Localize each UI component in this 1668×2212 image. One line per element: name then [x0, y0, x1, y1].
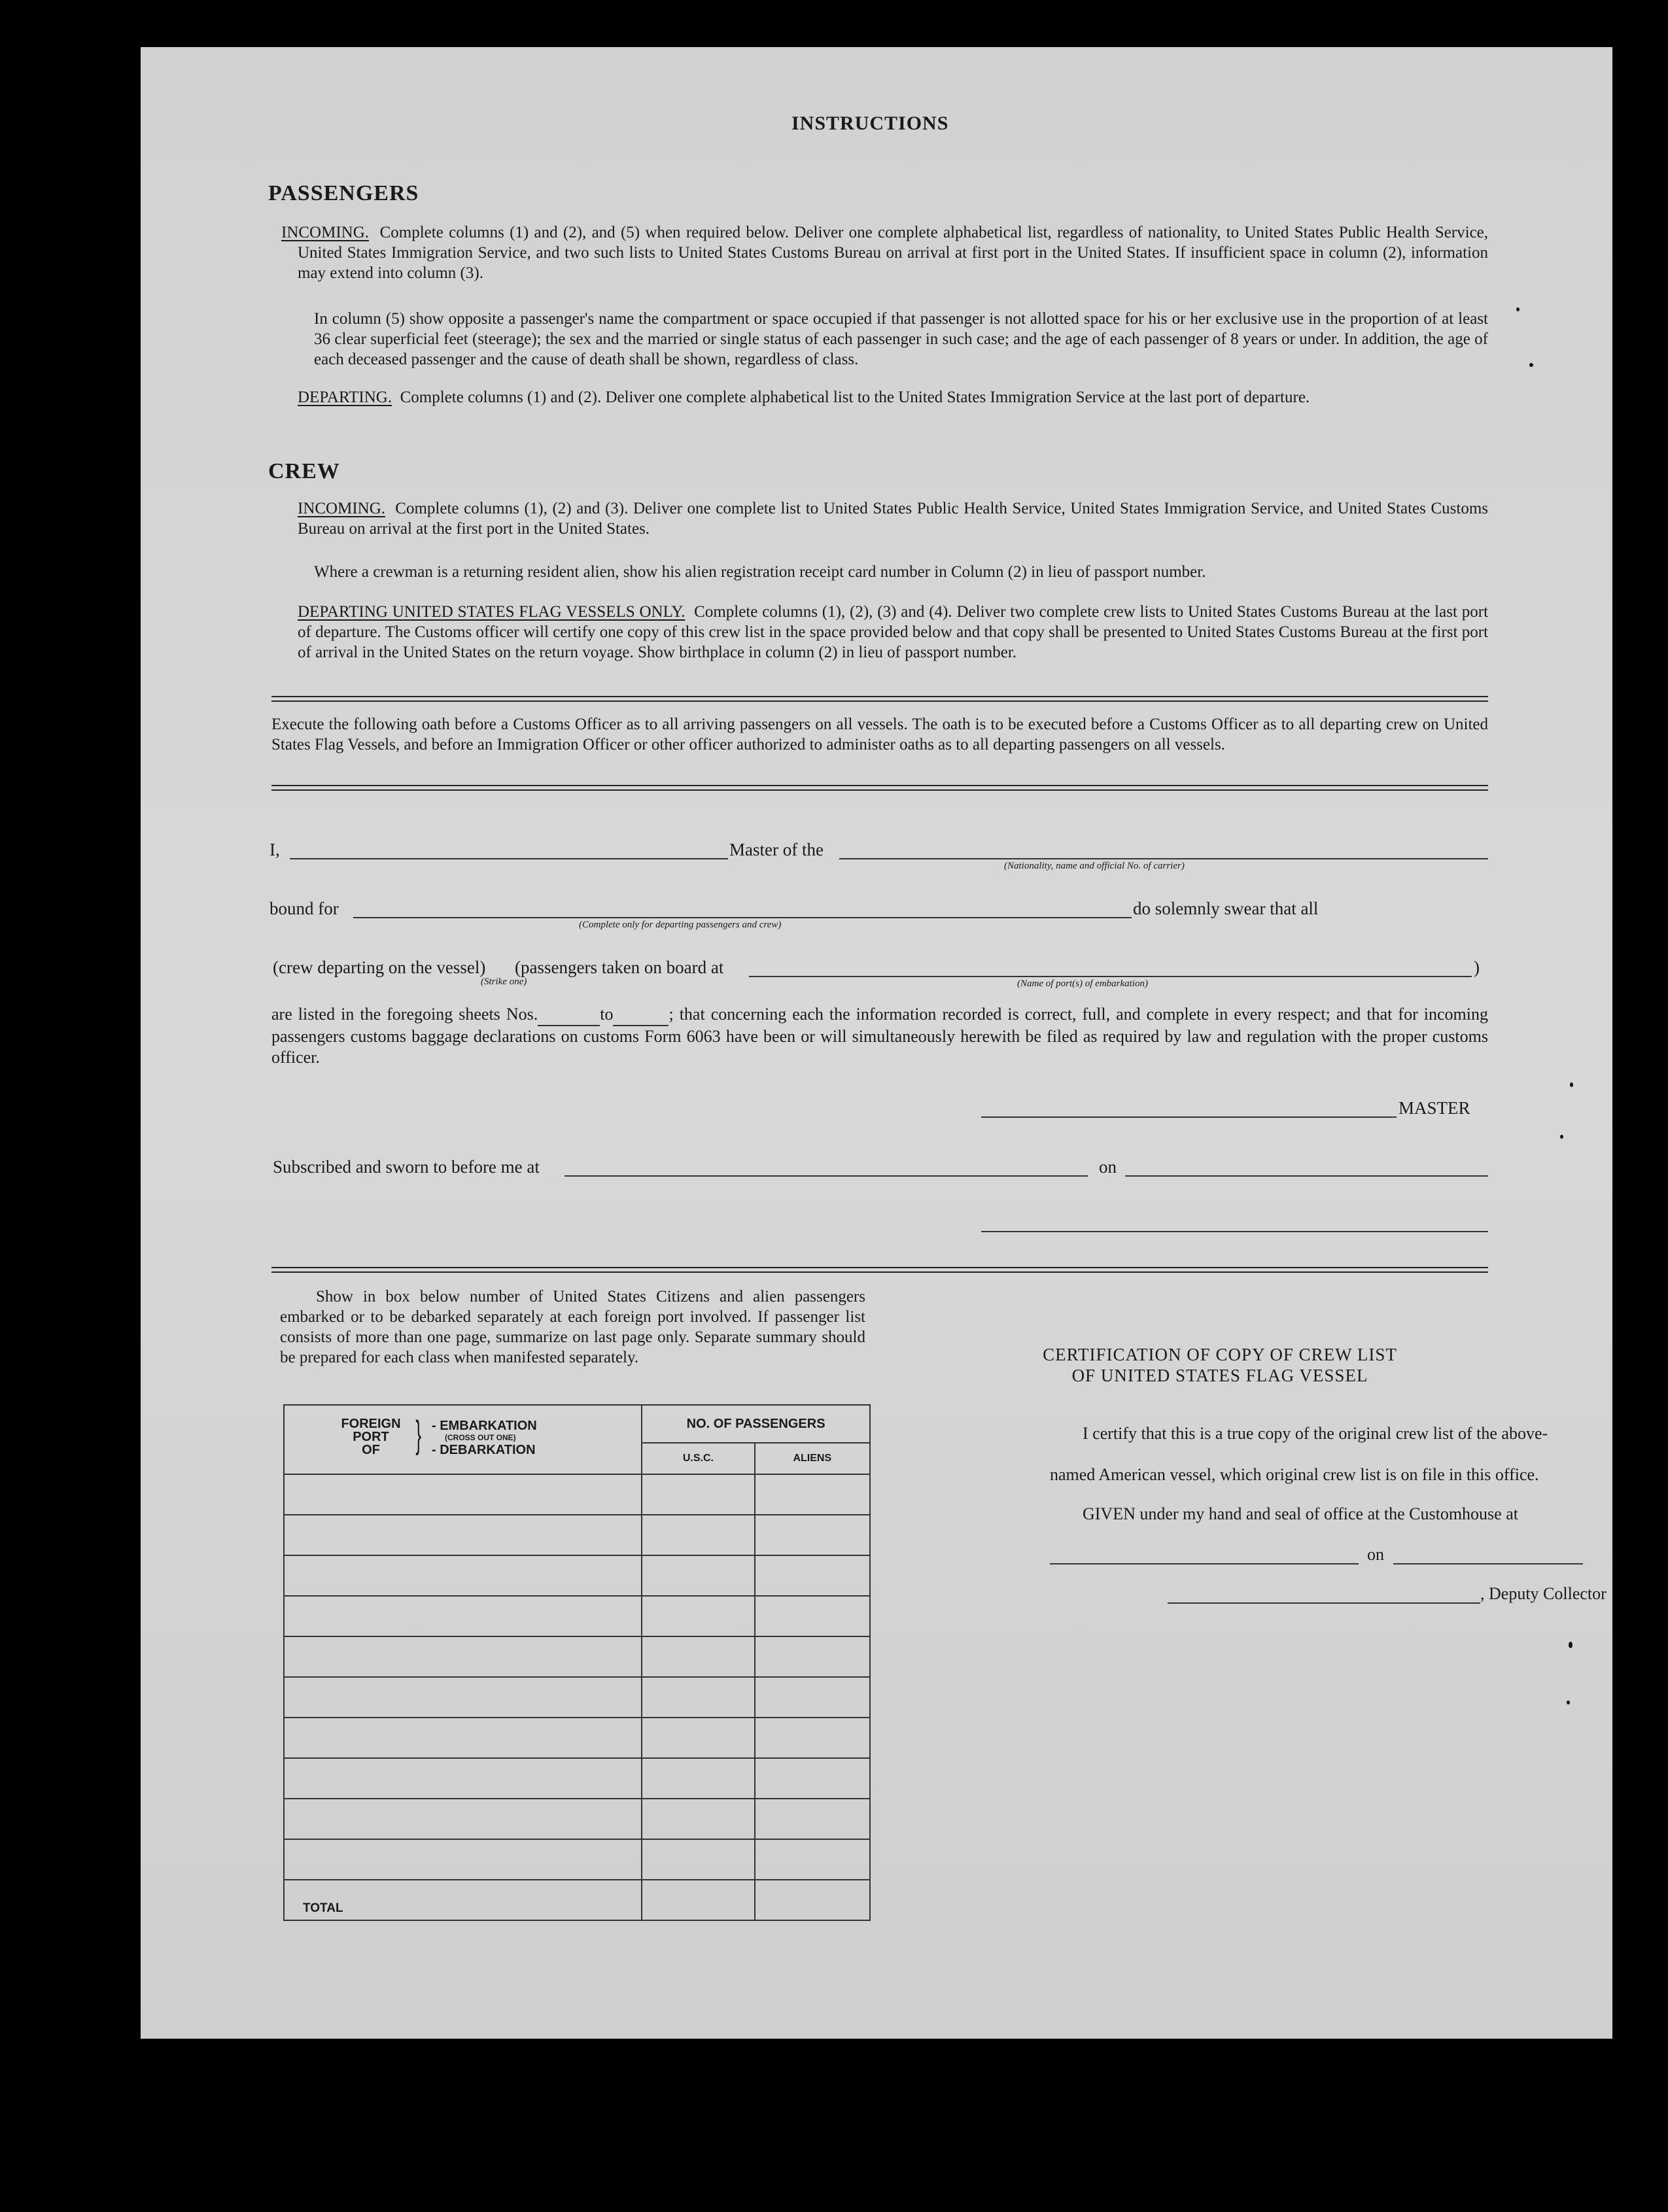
- usc-cell[interactable]: [642, 1677, 754, 1718]
- passengers-column5-text: In column (5) show opposite a passenger's name the compartment or space occupied if that passenger is not allotted space for his or her exclusive use in the proportion of at least 36 clear superficial feet (steerage); the sex and the married or single status of each passenger in such case; and the age of each passenger of 8 years or under. In addition, the age of each deceased passenger and the cause of death shall be shown, regardless of class.: [314, 310, 1488, 368]
- scan-speck: [1529, 363, 1533, 367]
- usc-cell[interactable]: [642, 1636, 754, 1677]
- scan-speck: [1516, 307, 1520, 311]
- table-row: [284, 1677, 870, 1718]
- table-row: [284, 1758, 870, 1799]
- aliens-cell[interactable]: [755, 1677, 870, 1718]
- usc-cell[interactable]: [642, 1799, 754, 1839]
- passengers-departing-text: Complete columns (1) and (2). Deliver one complete alphabetical list to the United States Immigration Service at the last port of departure.: [400, 389, 1310, 406]
- divider-rule: [271, 785, 1488, 786]
- oath-i-label: I,: [269, 840, 280, 859]
- port-cell[interactable]: [284, 1839, 642, 1880]
- aliens-header: ALIENS: [755, 1443, 870, 1474]
- master-of-the-label: Master of the: [729, 840, 824, 859]
- of-label: OF: [362, 1443, 380, 1457]
- scan-speck: [1570, 1082, 1573, 1087]
- certify-line1: I certify that this is a true copy of the original crew list of the above-: [1083, 1424, 1548, 1443]
- table-row: [284, 1718, 870, 1758]
- bound-for-label: bound for: [269, 899, 339, 918]
- crew-incoming-label: INCOMING.: [298, 500, 386, 517]
- port-cell[interactable]: [284, 1718, 642, 1758]
- port-cell[interactable]: [284, 1636, 642, 1677]
- port-header-cell: [284, 1405, 642, 1474]
- master-label: MASTER: [1399, 1098, 1470, 1118]
- sheet-from-field[interactable]: [538, 1004, 600, 1026]
- listed-text: ; that concerning each the information recorded is correct, full, and complete in every respect; and that for incoming passengers customs baggage declarations on customs Form 6063 have been or will simultaneously herewith be filed as required by law and regulation with the proper customs officer.: [271, 1005, 1488, 1067]
- usc-cell[interactable]: [642, 1839, 754, 1880]
- scan-speck: [1567, 1701, 1570, 1704]
- master-name-line[interactable]: [290, 858, 728, 859]
- oath-intro-text: Execute the following oath before a Customs Officer as to all arriving passengers on all vessels. The oath is to be executed before a Customs Officer as to all departing crew on United States Flag Vessels, and before an Immigration Officer or other officer authorized to administer oaths as to all departing passengers on all vessels.: [271, 716, 1488, 753]
- table-row: [284, 1636, 870, 1677]
- foreign-label: FOREIGN: [341, 1417, 401, 1431]
- close-paren: ): [1474, 958, 1480, 977]
- sheet-to-field[interactable]: [613, 1004, 669, 1026]
- officer-signature-line[interactable]: [981, 1231, 1488, 1232]
- passengers-header: NO. OF PASSENGERS: [642, 1405, 870, 1443]
- table-row: [284, 1799, 870, 1839]
- certification-title: [991, 1344, 1449, 1386]
- passengers-heading: PASSENGERS: [268, 181, 419, 205]
- crew-departing-block: [298, 602, 1488, 663]
- passengers-incoming-label: INCOMING.: [281, 224, 370, 241]
- table-row: [284, 1555, 870, 1596]
- divider-rule: [271, 1267, 1488, 1268]
- table-row: [284, 1839, 870, 1880]
- crew-incoming-text: Complete columns (1), (2) and (3). Deliver one complete list to United States Public Health Service, United States Immigration Service, and United States Customs Bureau on arrival at the first port in the United States.: [298, 500, 1489, 538]
- sworn-on-label: on: [1099, 1157, 1117, 1177]
- total-usc-cell[interactable]: [642, 1880, 754, 1920]
- certify-line2: named American vessel, which original crew list is on file in this office.: [1050, 1465, 1539, 1484]
- strike-one-caption: (Strike one): [481, 976, 527, 987]
- crew-heading: CREW: [268, 459, 340, 483]
- cert-date-line[interactable]: [1393, 1563, 1583, 1564]
- passengers-departing-block: [298, 387, 1488, 407]
- scan-speck: [1560, 1135, 1563, 1139]
- port-cell[interactable]: [284, 1555, 642, 1596]
- total-aliens-cell[interactable]: [755, 1880, 870, 1920]
- certification-title-line2: OF UNITED STATES FLAG VESSEL: [1071, 1366, 1368, 1385]
- master-signature-line[interactable]: [981, 1116, 1397, 1118]
- crew-departing-option: (crew departing on the vessel): [273, 958, 486, 977]
- aliens-cell[interactable]: [755, 1758, 870, 1799]
- usc-cell[interactable]: [642, 1596, 754, 1636]
- aliens-cell[interactable]: [755, 1839, 870, 1880]
- aliens-cell[interactable]: [755, 1799, 870, 1839]
- foreign-port-of-label: [332, 1417, 410, 1457]
- cert-on-label: on: [1367, 1545, 1384, 1564]
- swear-text: do solemnly swear that all: [1133, 899, 1319, 918]
- certification-title-line1: CERTIFICATION OF COPY OF CREW LIST: [1043, 1345, 1397, 1364]
- port-cell[interactable]: [284, 1596, 642, 1636]
- table-row: [284, 1596, 870, 1636]
- departing-caption: (Complete only for departing passengers and crew): [579, 920, 782, 930]
- passengers-incoming-block: [281, 222, 1489, 283]
- given-text: GIVEN under my hand and seal of office at the Customhouse at: [1083, 1504, 1518, 1523]
- embarkation-label: - EMBARKATION: [432, 1419, 537, 1433]
- passengers-taken-option: (passengers taken on board at: [515, 958, 724, 977]
- sworn-date-line[interactable]: [1125, 1175, 1488, 1177]
- divider-rule: [271, 700, 1488, 702]
- carrier-line[interactable]: [839, 858, 1488, 859]
- port-cell[interactable]: [284, 1799, 642, 1839]
- port-cell[interactable]: [284, 1515, 642, 1555]
- port-summary-table: [283, 1404, 871, 1921]
- usc-header: U.S.C.: [642, 1443, 754, 1474]
- crew-resident-text: Where a crewman is a returning resident alien, show his alien registration receipt card number in Column (2) in lieu of passport number.: [314, 563, 1206, 581]
- table-row: [284, 1515, 870, 1555]
- divider-rule: [271, 1271, 1488, 1273]
- debarkation-label: - DEBARKATION: [432, 1443, 536, 1457]
- summary-instructions: Show in box below number of United States Citizens and alien passengers embarked or to be debarked separately at each foreign port involved. If passenger list consists of more than one page, summarize on last page only. Separate summary should be prepared for each class when manifested separately.: [280, 1288, 865, 1366]
- usc-cell[interactable]: [642, 1758, 754, 1799]
- nationality-caption: (Nationality, name and official No. of carrier): [1004, 861, 1185, 871]
- cross-out-label: (CROSS OUT ONE): [445, 1433, 516, 1442]
- listed-statement: [271, 1004, 1488, 1068]
- passengers-incoming-text: Complete columns (1) and (2), and (5) when required below. Deliver one complete alphabetical list, regardless of nationality, to United States Public Health Service, United States Immigration Service, and two such lists to United States Customs Bureau on arrival at first port in the United States. If insufficient space in column (2), information may extend into column (3).: [298, 224, 1489, 282]
- table-row: [284, 1474, 870, 1515]
- aliens-cell[interactable]: [755, 1596, 870, 1636]
- port-cell[interactable]: [284, 1677, 642, 1718]
- deputy-signature-line[interactable]: [1168, 1602, 1480, 1604]
- crew-departing-label: DEPARTING UNITED STATES FLAG VESSELS ONLY.: [298, 603, 686, 621]
- listed-prefix: are listed in the foregoing sheets Nos.: [271, 1005, 538, 1024]
- to-word: to: [600, 1005, 614, 1024]
- page-title: INSTRUCTIONS: [791, 112, 949, 134]
- port-cell[interactable]: [284, 1758, 642, 1799]
- subscribed-label: Subscribed and sworn to before me at: [273, 1157, 540, 1177]
- aliens-cell[interactable]: [755, 1474, 870, 1515]
- usc-cell[interactable]: [642, 1555, 754, 1596]
- brace-icon: }: [415, 1413, 422, 1456]
- total-label: TOTAL: [284, 1880, 642, 1920]
- crew-departing-text: Complete columns (1), (2), (3) and (4). Deliver two complete crew lists to United States Customs Bureau at the last port of departure. The Customs officer will certify one copy of this crew list in the space provided below and that copy shall be presented to United States Customs Bureau at the first port of arrival in the United States on the return voyage. Show birthplace in column (2) in lieu of passport number.: [298, 603, 1489, 661]
- divider-rule: [271, 789, 1488, 791]
- port-rows: [284, 1474, 870, 1880]
- aliens-cell[interactable]: [755, 1718, 870, 1758]
- aliens-cell[interactable]: [755, 1555, 870, 1596]
- usc-cell[interactable]: [642, 1515, 754, 1555]
- form-sheet: [141, 47, 1612, 2039]
- customhouse-line[interactable]: [1050, 1563, 1359, 1564]
- port-label: PORT: [353, 1430, 389, 1444]
- passengers-departing-label: DEPARTING.: [298, 389, 392, 406]
- aliens-cell[interactable]: [755, 1515, 870, 1555]
- ports-caption: (Name of port(s) of embarkation): [1017, 978, 1148, 989]
- scan-speck: [1569, 1642, 1572, 1648]
- deputy-collector-label: , Deputy Collector: [1480, 1584, 1607, 1603]
- crew-incoming-block: [298, 498, 1488, 539]
- usc-cell[interactable]: [642, 1718, 754, 1758]
- usc-cell[interactable]: [642, 1474, 754, 1515]
- aliens-cell[interactable]: [755, 1636, 870, 1677]
- bound-for-line[interactable]: [353, 917, 1132, 918]
- port-cell[interactable]: [284, 1474, 642, 1515]
- sworn-location-line[interactable]: [565, 1175, 1088, 1177]
- ports-embarkation-line[interactable]: [749, 976, 1472, 977]
- divider-rule: [271, 696, 1488, 697]
